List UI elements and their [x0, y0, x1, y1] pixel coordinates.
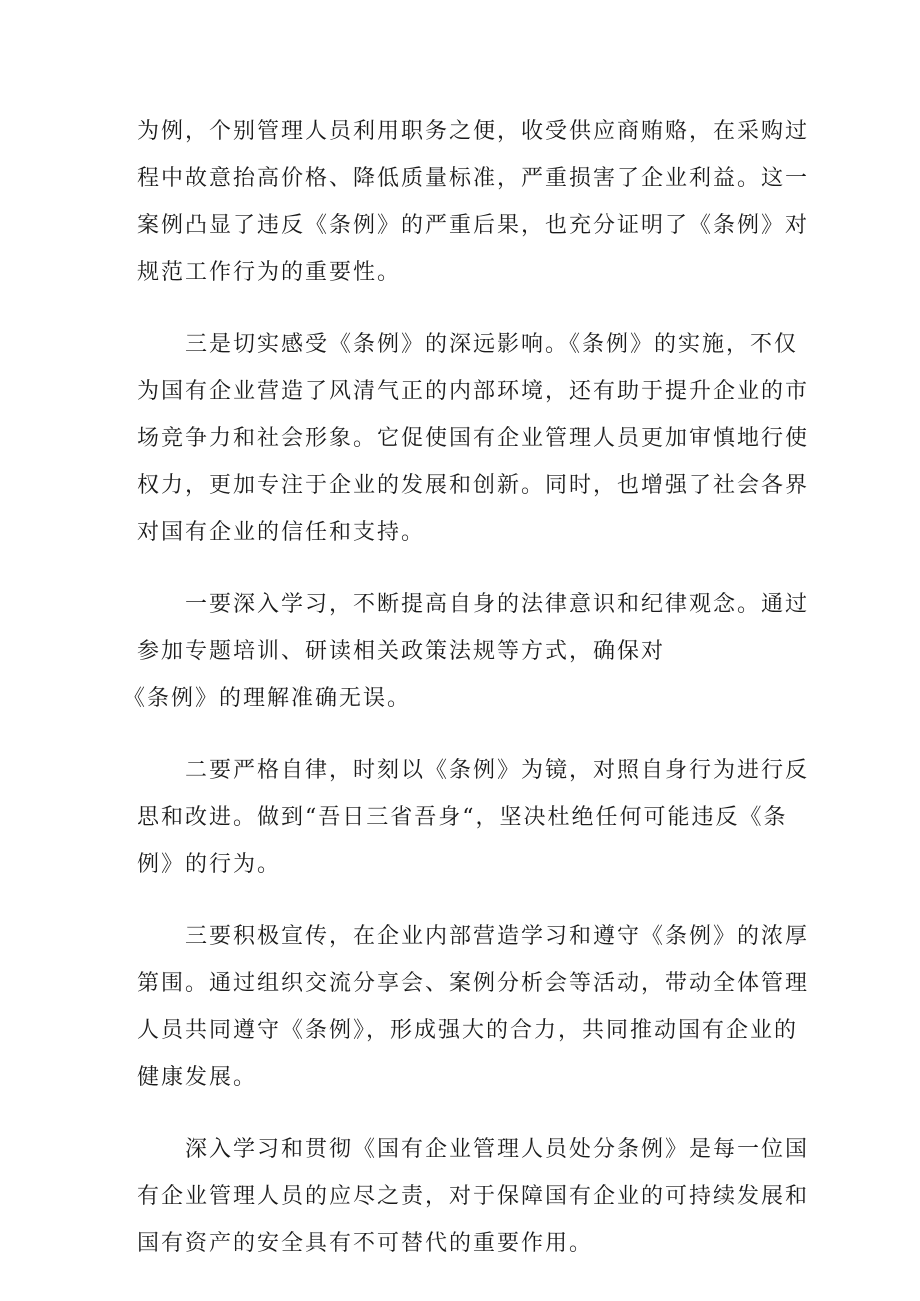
text-line: 三是切实感受《条例》的深远影响。《条例》的实施，不仅 [185, 332, 799, 357]
text-line: 为例，个别管理人员利用职务之便，收受供应商贿赂，在采购过 [137, 119, 810, 144]
text-line: 程中故意抬高价格、降低质量标准，严重损害了企业利益。这一 [137, 166, 810, 191]
text-line: 对国有企业的信任和支持。 [137, 520, 426, 545]
text-line: 国有资产的安全具有不可替代的重要作用。 [137, 1231, 594, 1256]
text-line: 健康发展。 [137, 1065, 258, 1090]
text-line: 为国有企业营造了风清气正的内部环境，还有助于提升企业的市 [137, 379, 810, 404]
text-line: 深入学习和贯彻《国有企业管理人员处分条例》是每一位国 [185, 1137, 810, 1162]
text-line: 《条例》的理解准确无误。 [123, 686, 412, 711]
text-line: 二要严格自律，时刻以《条例》为镜，对照自身行为进行反 [185, 758, 810, 783]
text-line: 第围。通过组织交流分享会、案例分析会等活动，带动全体管理 [137, 971, 810, 996]
text-line: 参加专题培训、研读相关政策法规等方式，确保对 [137, 639, 666, 664]
paragraph-requirement-two [137, 747, 810, 888]
text-line: 思和改进。做到“吾日三省吾身“，坚决杜绝任何可能违反《条 [137, 805, 788, 830]
paragraph-point-three [137, 321, 810, 556]
paragraph-requirement-one [123, 581, 810, 722]
text-line: 例》的行为。 [137, 852, 282, 877]
text-line: 权力，更加专注于企业的发展和创新。同时，也增强了社会各界 [137, 473, 810, 498]
text-line: 案例凸显了违反《条例》的严重后果，也充分证明了《条例》对 [137, 213, 810, 238]
text-line: 一要深入学习，不断提高自身的法律意识和纪律观念。通过 [185, 592, 810, 617]
document-body [123, 108, 810, 1292]
text-line: 规范工作行为的重要性。 [137, 260, 402, 285]
paragraph-conclusion [137, 1126, 810, 1267]
paragraph-case-example [137, 108, 810, 296]
text-line: 人员共同遵守《条例》，形成强大的合力，共同推动国有企业的 [137, 1018, 799, 1043]
text-line: 场竞争力和社会形象。它促使国有企业管理人员更加审慎地行使 [137, 426, 810, 451]
paragraph-requirement-three [137, 913, 810, 1101]
text-line: 有企业管理人员的应尽之责，对于保障国有企业的可持续发展和 [137, 1184, 810, 1209]
text-line: 三要积极宣传，在企业内部营造学习和遵守《条例》的浓厚 [185, 924, 810, 949]
